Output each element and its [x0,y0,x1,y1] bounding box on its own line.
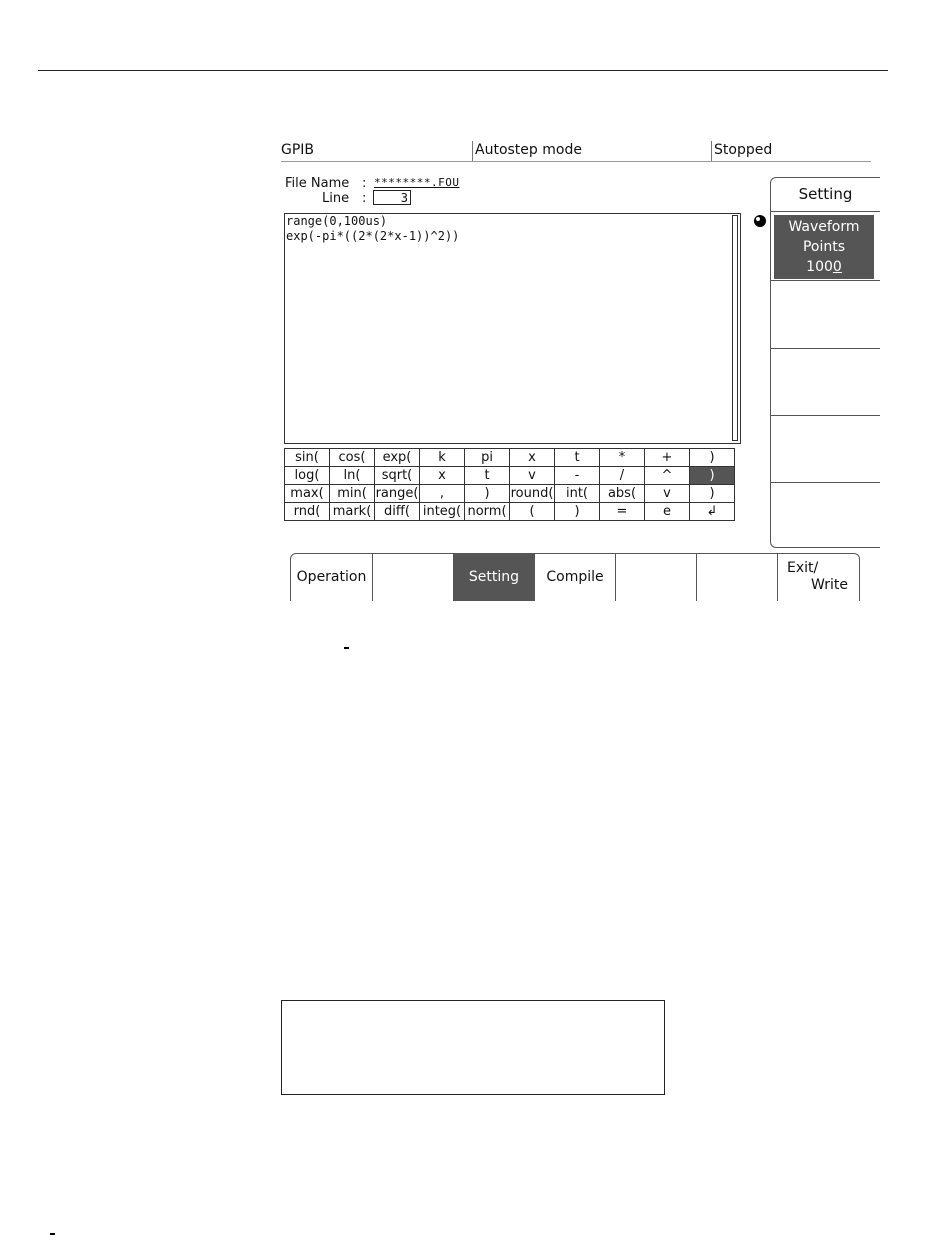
exit-write-label-2: Write [811,577,848,593]
exit-write-label-1: Exit/ [787,560,819,576]
waveform-points-label-1: Waveform [788,219,860,235]
page-top-rule [38,70,888,71]
key-t[interactable]: t [465,467,510,485]
knob-indicator-icon [754,215,766,227]
key-close-paren[interactable]: ) [690,449,735,467]
key-v[interactable]: v [645,485,690,503]
status-state: Stopped [711,141,772,161]
side-menu-slot-4[interactable] [774,416,874,481]
key-log[interactable]: log( [285,467,330,485]
key-comma[interactable]: , [420,485,465,503]
status-interface: GPIB [281,142,315,158]
editor-scrollbar[interactable] [732,215,738,441]
key-t[interactable]: t [555,449,600,467]
key-power[interactable]: ^ [645,467,690,485]
exit-write-softkey[interactable] [778,553,860,601]
side-menu-slot-3[interactable] [774,349,874,414]
key-v[interactable]: v [510,467,555,485]
side-menu-title: Setting [771,178,880,212]
key-integ[interactable]: integ( [420,503,465,521]
key-equals[interactable]: = [600,503,645,521]
key-enter[interactable]: ↲ [690,503,735,521]
line-label: Line [322,191,350,206]
key-close-paren-selected[interactable]: ) [690,467,735,485]
side-menu-slot-5[interactable] [774,483,874,547]
key-ln[interactable]: ln( [330,467,375,485]
empty-note-box [281,1000,665,1095]
function-keypad [284,448,735,521]
key-diff[interactable]: diff( [375,503,420,521]
file-name-value: ********.FOU [374,176,460,189]
keypad-row [285,467,735,485]
key-open-paren[interactable]: ( [510,503,555,521]
status-bar [281,139,871,162]
blank-softkey-2[interactable] [616,553,697,601]
key-mark[interactable]: mark( [330,503,375,521]
equation-editor[interactable] [284,213,741,444]
editor-line-1[interactable]: range(0,100us) [286,214,388,228]
key-max[interactable]: max( [285,485,330,503]
key-range[interactable]: range( [375,486,419,501]
key-close-paren[interactable]: ) [465,485,510,503]
key-e[interactable]: e [645,503,690,521]
key-close-paren[interactable]: ) [555,503,600,521]
blank-softkey-3[interactable] [697,553,778,601]
page-mark [50,1233,55,1235]
key-k[interactable]: k [420,449,465,467]
key-sin[interactable]: sin( [285,449,330,467]
line-colon: : [362,191,367,206]
key-round[interactable]: round( [510,486,554,501]
waveform-points-label-2: Points [802,239,846,255]
key-sqrt[interactable]: sqrt( [375,467,420,485]
keypad-row [285,485,735,503]
key-plus[interactable]: + [645,449,690,467]
status-mode: Autostep mode [472,141,582,161]
key-norm[interactable]: norm( [465,503,510,521]
key-close-paren[interactable]: ) [690,485,735,503]
setting-softkey[interactable]: Setting [454,553,535,601]
key-min[interactable]: min( [330,485,375,503]
key-multiply[interactable]: * [600,449,645,467]
keypad-row [285,449,735,467]
waveform-points-value: 1000 [806,259,842,275]
side-menu [770,177,880,548]
key-int[interactable]: int( [555,485,600,503]
side-menu-slot-2[interactable] [774,281,874,347]
key-x[interactable]: x [510,449,555,467]
key-cos[interactable]: cos( [330,449,375,467]
key-rnd[interactable]: rnd( [285,503,330,521]
key-exp[interactable]: exp( [375,449,420,467]
compile-softkey[interactable]: Compile [535,553,616,601]
operation-softkey[interactable]: Operation [290,553,373,601]
bottom-softkey-bar [290,553,860,601]
line-number-field[interactable]: 3 [373,190,411,205]
keypad-row [285,503,735,521]
file-name-colon: : [362,176,367,191]
key-divide[interactable]: / [600,467,645,485]
page-mark [344,647,349,649]
key-abs[interactable]: abs( [600,485,645,503]
key-x[interactable]: x [420,467,465,485]
file-name-label: File Name [285,176,350,191]
waveform-points-button[interactable] [774,215,874,279]
blank-softkey-1[interactable] [373,553,454,601]
key-pi[interactable]: pi [465,449,510,467]
editor-line-2[interactable]: exp(-pi*((2*(2*x-1))^2)) [286,229,460,243]
key-minus[interactable]: - [555,467,600,485]
